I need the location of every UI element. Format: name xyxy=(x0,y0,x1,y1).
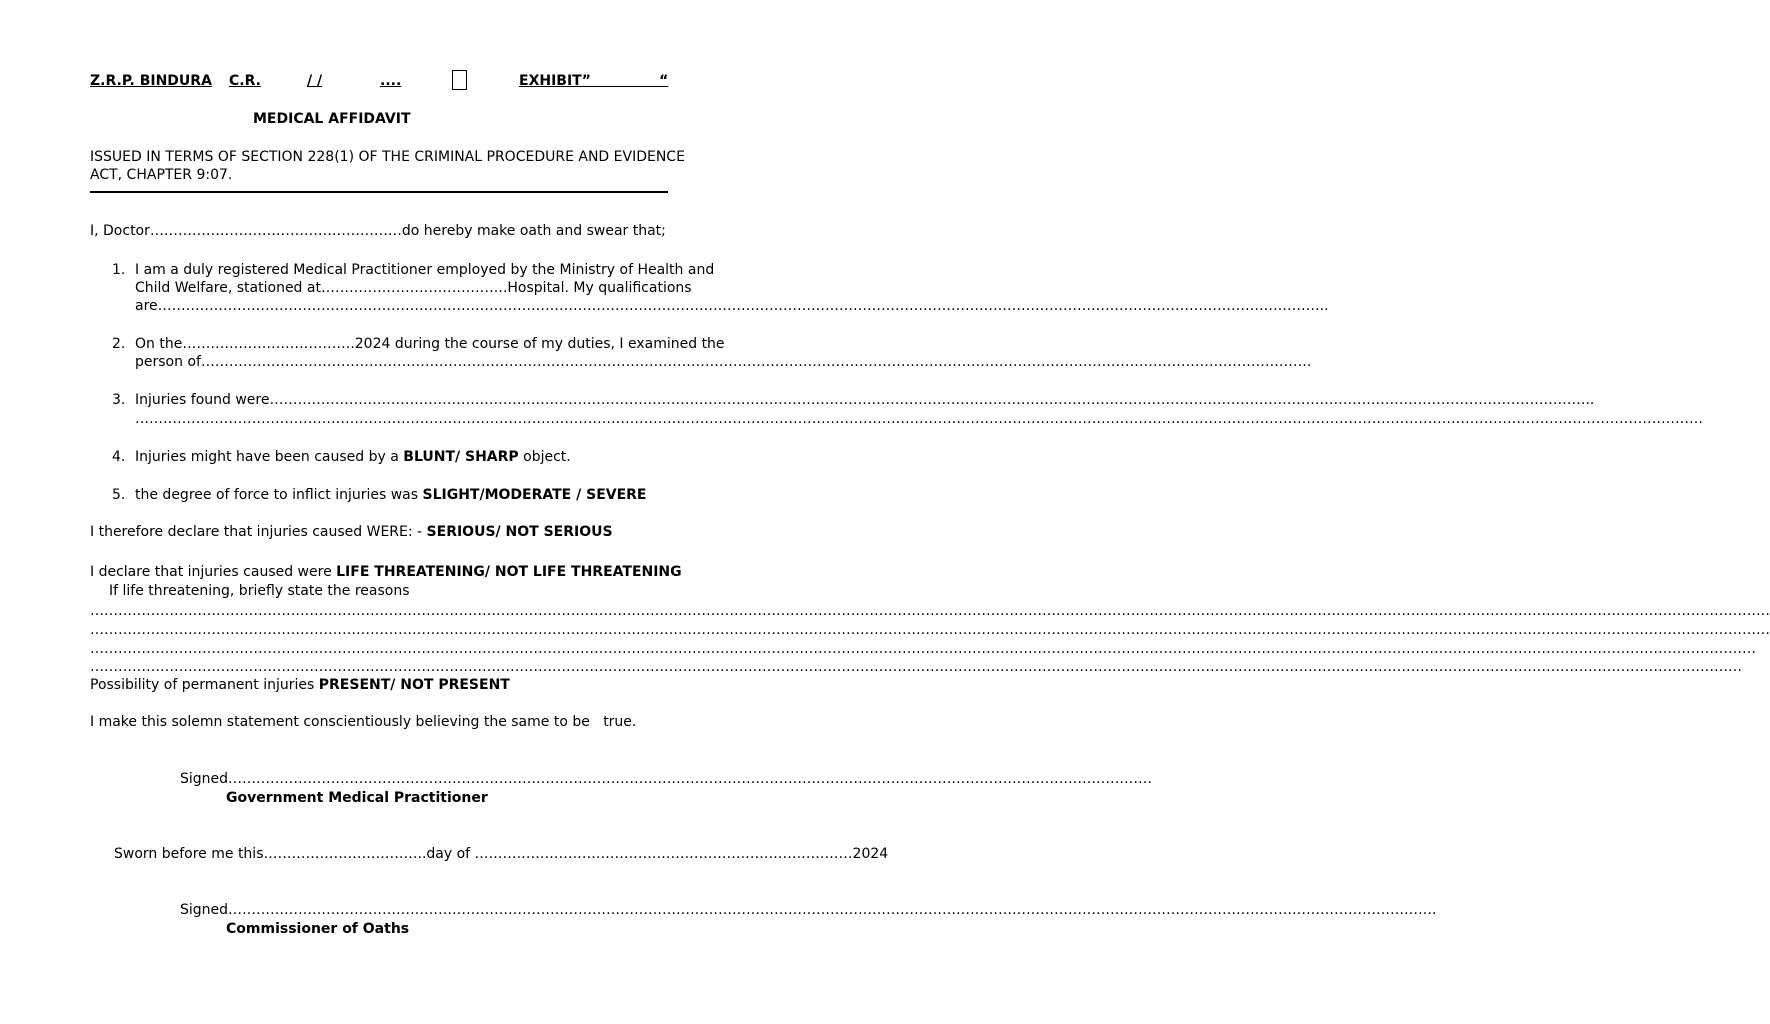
declaration-life-threatening: I declare that injuries caused were LIFE THREATENING/ NOT LIFE THREATENING xyxy=(90,564,682,580)
permanent-injuries: Possibility of permanent injuries PRESENT/ NOT PRESENT xyxy=(90,677,510,693)
signatory-title-commissioner: Commissioner of Oaths xyxy=(226,921,410,937)
cr-dots: .... xyxy=(380,73,402,89)
item-number: 2. xyxy=(112,336,126,352)
item-1-line-1: I am a duly registered Medical Practitioner employed by the Ministry of Health and xyxy=(135,262,715,278)
item-3-line-1: Injuries found were………………………………………………………………………………………………………………………………………………………………………………………………………………………………………………………….. xyxy=(135,392,1595,408)
declaration-serious: I therefore declare that injuries caused WERE: - SERIOUS/ NOT SERIOUS xyxy=(90,524,613,540)
item-3-line-2: ………………………………………………………………………………………………………………………………………………………………………………………………………………………………………………………………………………………………………… xyxy=(135,411,1703,427)
reason-line: …………………………………………………………………………………………………………………………………………………………………………………………………………………………………………………………………………………………………………………………… xyxy=(90,641,1756,657)
item-1-line-2: Child Welfare, stationed at………………………………….Hospital. My qualifications xyxy=(135,280,692,296)
item-5-text: the degree of force to inflict injuries was SLIGHT/MODERATE / SEVERE xyxy=(135,487,647,503)
reason-line: ……………………………………………………………………………………………………………………………………………………………………………………………………………………………………………………………………………………………………………………………… xyxy=(90,603,1770,619)
oath-statement: I, Doctor………………………………………………do hereby make oath and swear that; xyxy=(90,223,666,239)
item-number: 5. xyxy=(112,487,126,503)
divider-rule xyxy=(90,191,668,193)
issued-line-2: ACT, CHAPTER 9:07. xyxy=(90,167,233,183)
station-name: Z.R.P. BINDURA xyxy=(90,73,212,89)
solemn-statement: I make this solemn statement conscientiously believing the same to be true. xyxy=(90,714,637,730)
item-4-text: Injuries might have been caused by a BLUNT/ SHARP object. xyxy=(135,449,571,465)
cr-label: C.R. xyxy=(229,73,261,89)
signature-line-commissioner: Signed……………………………………………………………………………………………………………………………………………………………………………………………………………………………………. xyxy=(180,902,1437,918)
sworn-before-line: Sworn before me this……………………………..day of ………………………………………………………………………2024 xyxy=(114,846,889,862)
item-2-line-1: On the……………………………….2024 during the course of my duties, I examined the xyxy=(135,336,725,352)
issued-line-1: ISSUED IN TERMS OF SECTION 228(1) OF THE CRIMINAL PROCEDURE AND EVIDENCE xyxy=(90,149,685,165)
item-number: 4. xyxy=(112,449,126,465)
reason-line: ………………………………………………………………………………………………………………………………………………………………………………………………………………………………………………………………………………………………………………………… xyxy=(90,659,1742,675)
page-title: MEDICAL AFFIDAVIT xyxy=(253,111,411,127)
cr-slashes: / / xyxy=(307,73,323,89)
item-1-line-3: are…………………………………………………………………………………………………………………………………………………………………………………………………………………………….. xyxy=(135,298,1329,314)
signatory-title-doctor: Government Medical Practitioner xyxy=(226,790,488,806)
reasons-prompt: If life threatening, briefly state the reasons xyxy=(109,583,410,599)
checkbox-square[interactable] xyxy=(452,70,467,90)
item-number: 1. xyxy=(112,262,126,278)
signature-line-doctor: Signed……………………………………………………………………………………………………………………………………………………………………………… xyxy=(180,771,1153,787)
exhibit-label: EXHIBIT” “ xyxy=(519,73,669,89)
item-2-line-2: person of…………………………………………………………………………………………………………………………………………………………………………………………………………………. xyxy=(135,354,1312,370)
item-number: 3. xyxy=(112,392,126,408)
reason-line: ……………………………………………………………………………………………………………………………………………………………………………………………………………………………………………………………………………………………………………………………… xyxy=(90,622,1770,638)
